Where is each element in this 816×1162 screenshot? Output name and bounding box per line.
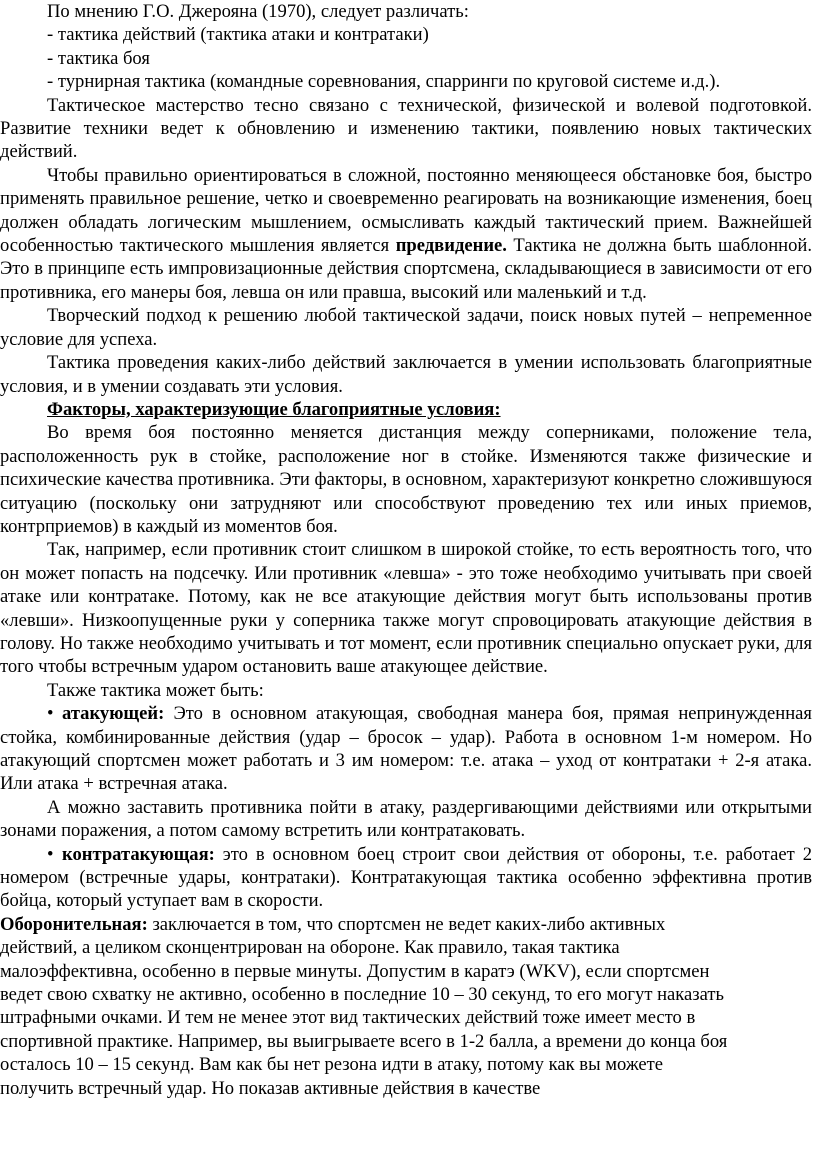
text-line: штрафными очками. И тем не менее этот вид тактических действий тоже имеет место в — [0, 1007, 696, 1029]
paragraph-defensive — [0, 913, 812, 1100]
bullet-icon: • — [47, 843, 54, 865]
paragraph-text: Тактика не должна быть шаблонной. Это в принципе есть импровизационные действия спортсмена, складывающиеся в зависимости от его противника, его манеры боя, левша он или правша, высокий или маленький и т.д. — [0, 235, 812, 303]
bullet-text: Это в основном атакующая, свободная манера боя, прямая непринужденная стойка, комбинированные действия (удар – бросок – удар). Работа в основном 1-м номером. Но атакующий спортсмен может работать и 3 им номером: т.е. атака – уход от контратаки + 2-я атака. Или атака + встречная атака. — [0, 703, 812, 795]
paragraph-example: Так, например, если противник стоит слишком в широкой стойке, то есть вероятность того, что он может попасть на подсечку. Или противник «левша» - это тоже необходимо учитывать при своей атаке или контратаке. Потому, как не все атакующие действия могут быть использованы против «левши». Низкоопущенные руки у соперника также могут спровоцировать атакующие действия в голову. Но также необходимо учитывать и тот момент, если противник специально опускает руки, для того чтобы встречным ударом остановить ваше атакующее действие. — [0, 539, 812, 678]
bullet-term: контратакующая: — [62, 843, 215, 865]
paragraph-tactics-types: Также тактика может быть: — [47, 679, 264, 701]
paragraph-orientation — [0, 164, 812, 304]
text-line: спортивной практике. Например, вы выигрываете всего в 1-2 балла, а времени до конца боя — [0, 1030, 728, 1052]
paragraph-tactical-mastery: Тактическое мастерство тесно связано с технической, физической и волевой подготовкой. Развитие техники ведет к обновлению и изменению тактики, появлению новых тактических действий. — [0, 94, 812, 163]
text-line: малоэффективна, особенно в первые минуты. Допустим в каратэ (WKV), если спортсмен — [0, 960, 710, 982]
bullet-attacking — [0, 702, 812, 796]
bullet-term: атакующей: — [62, 703, 165, 725]
line-text: заключается в том, что спортсмен не ведет каких-либо активных — [147, 913, 666, 935]
bold-term-defensive: Оборонительная: — [0, 913, 148, 935]
paragraph-text: Чтобы правильно ориентироваться в сложной, постоянно меняющееся обстановке боя, быстро применять правильное решение, четко и своевременно реагировать на возникающие изменения, боец должен обладать логическим мышлением, осмысливать каждый тактический прием. Важнейшей особенностью тактического мышления является — [0, 164, 812, 257]
section-heading: Факторы, характеризующие благоприятные условия: — [47, 398, 501, 420]
text-line: осталось 10 – 15 секунд. Вам как бы нет резона идти в атаку, потому как вы можете — [0, 1054, 664, 1076]
paragraph-factors: Во время боя постоянно меняется дистанция между соперниками, положение тела, расположенность рук в стойке, расположение ног в стойке. Изменяются также физические и психические качества противника. Эти факторы, в основном, характеризуют конкретно сложившуюся ситуацию (поскольку они затрудняют или способствуют проведению тех или иных приемов, контрприемов) в каждый из моментов боя. — [0, 422, 812, 537]
bullet-text: это в основном боец строит свои действия от обороны, т.е. работает 2 номером (встречные удары, контратаки). Контратакующая тактика особенно эффективна против бойца, который уступает вам в скорости. — [0, 843, 812, 912]
intro-list-item: - тактика действий (тактика атаки и контратаки) — [47, 24, 429, 46]
text-line: действий, а целиком сконцентрирован на обороне. Как правило, такая тактика — [0, 937, 620, 959]
text-line: получить встречный удар. Но показав активные действия в качестве — [0, 1077, 541, 1099]
intro-list-item: - тактика боя — [47, 47, 150, 69]
bullet-counterattacking — [0, 843, 812, 913]
intro-list-item: - турнирная тактика (командные соревнования, спарринги по круговой системе и.д.). — [47, 71, 721, 93]
paragraph-provoke: А можно заставить противника пойти в атаку, раздергивающими действиями или открытыми зонами поражения, а потом самому встретить или контратаковать. — [0, 796, 812, 842]
paragraph-favorable-conditions: Тактика проведения каких-либо действий заключается в умении использовать благоприятные условия, и в умении создавать эти условия. — [0, 352, 812, 397]
intro-lead: По мнению Г.О. Джерояна (1970), следует различать: — [47, 1, 469, 22]
text-line: ведет свою схватку не активно, особенно в последние 10 – 30 секунд, то его могут наказать — [0, 984, 725, 1006]
text-line — [0, 913, 812, 936]
paragraph-creative-approach: Творческий подход к решению любой тактической задачи, поиск новых путей – непременное условие для успеха. — [0, 305, 812, 350]
bullet-icon: • — [47, 703, 54, 725]
bold-term-foresight: предвидение. — [395, 235, 507, 257]
